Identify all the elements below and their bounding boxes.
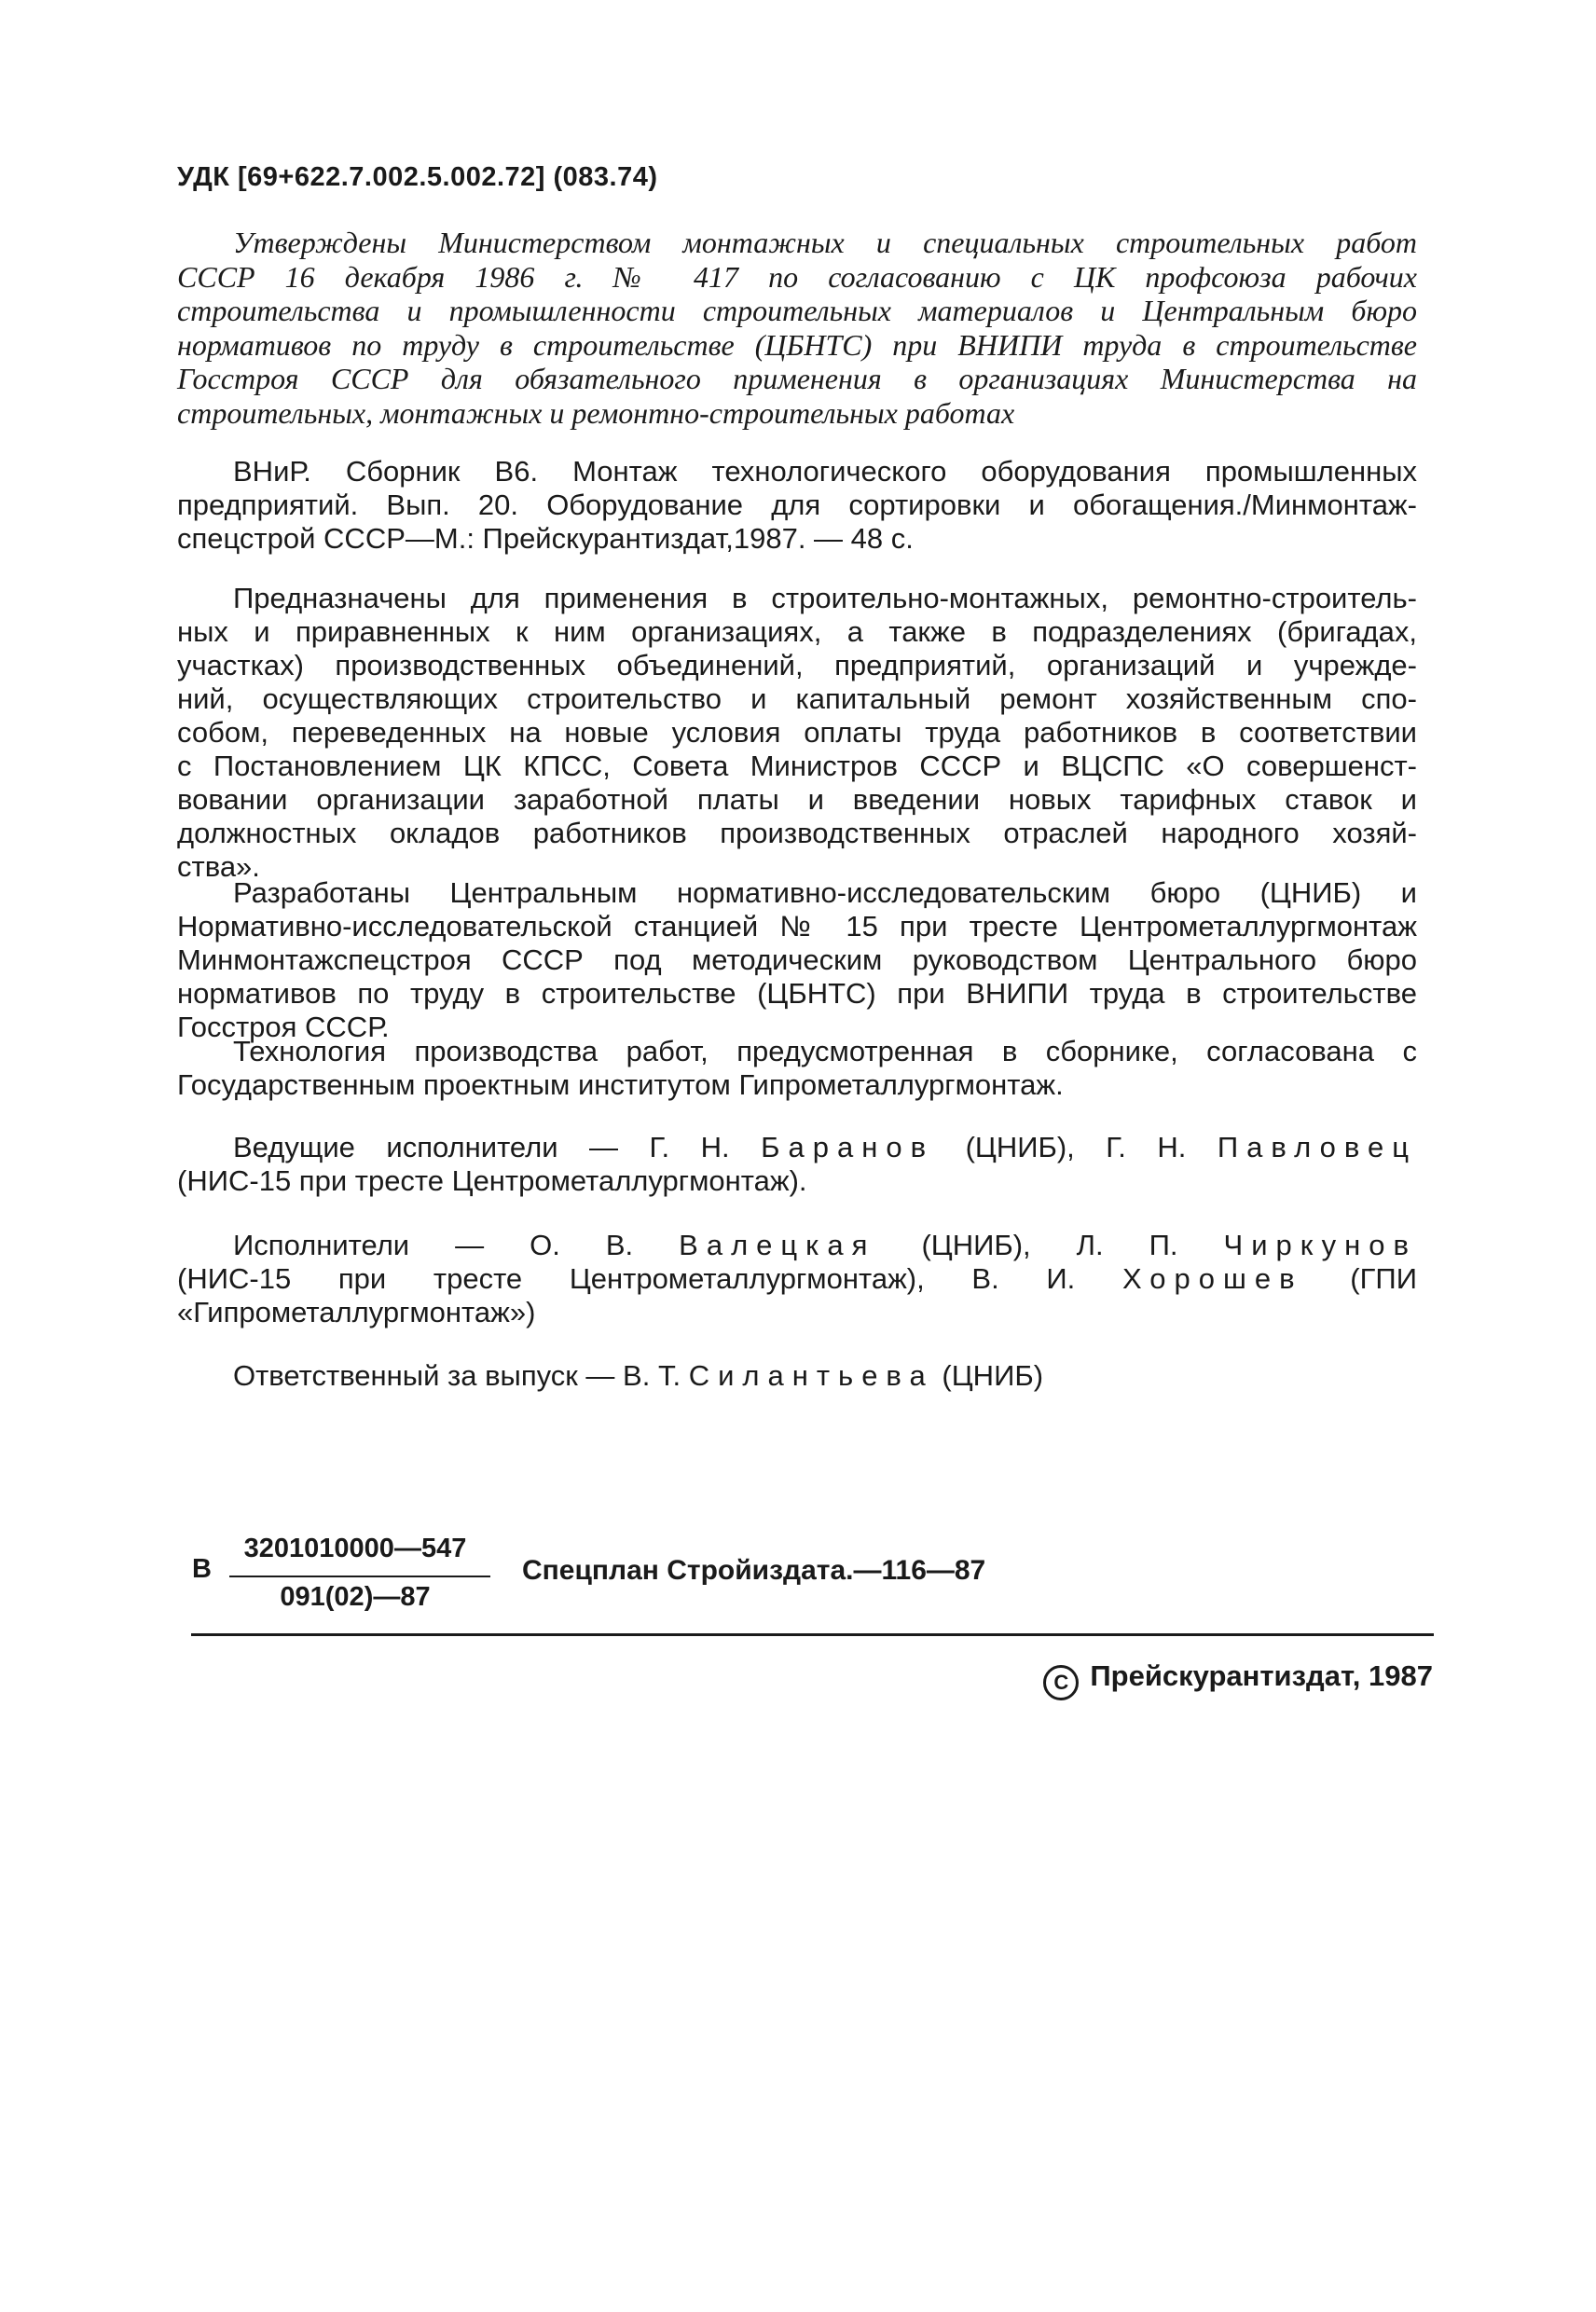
executors-line-2: [177, 1262, 1417, 1296]
developed-line: Нормативно-исследовательской станцией № 15 при тресте Центрометаллургмонтаж: [177, 910, 1417, 943]
fraction-bar: [229, 1576, 490, 1577]
copyright-text: Прейскурантиздат, 1987: [1090, 1659, 1433, 1692]
approval-line: Госстроя СССР для обязательного применения в организациях Министерства на: [177, 362, 1417, 395]
approval-statement: [177, 226, 1417, 430]
purpose-paragraph: [177, 582, 1417, 884]
executor-name-1: Валецкая: [679, 1229, 876, 1261]
responsible-prefix: Ответственный за выпуск — В. Т.: [233, 1359, 681, 1392]
purpose-line: Предназначены для применения в строительно-монтажных, ремонтно-строитель-: [233, 582, 1417, 614]
copyright-notice: [1043, 1659, 1433, 1700]
leading-name-1: Баранов: [761, 1131, 935, 1163]
purpose-line: участках) производственных объединений, предприятий, организаций и учрежде-: [177, 649, 1417, 681]
approval-line: нормативов по труду в строительстве (ЦБНТС) при ВНИПИ труда в строительстве: [177, 327, 1417, 362]
leading-name-2: Павловец: [1217, 1131, 1417, 1163]
code-numerator: 3201010000—547: [243, 1534, 467, 1563]
executor-name-2: Чиркунов: [1223, 1229, 1417, 1261]
developed-line: Минмонтажспецстроя СССР под методическим руководством Центрального бюро: [177, 943, 1417, 976]
biblio-line: ВНиР. Сборник В6. Монтаж технологического оборудования промышленных: [233, 455, 1417, 488]
leading-line-2: (НИС-15 при тресте Центрометаллургмонтаж).: [177, 1164, 807, 1197]
publisher-plan: Спецплан Стройиздата.—116—87: [522, 1555, 986, 1586]
bibliographic-record: [177, 455, 1417, 556]
biblio-line: спецстрой СССР—М.: Прейскурантиздат,1987. — 48 с.: [177, 522, 914, 555]
copyright-icon: C: [1043, 1665, 1079, 1700]
executors-prefix: Исполнители — О. В.: [233, 1229, 634, 1261]
udk-code: УДК [69+622.7.002.5.002.72] (083.74): [177, 162, 658, 192]
leading-mid: (ЦНИБ), Г. Н.: [965, 1131, 1187, 1163]
approval-line: строительства и промышленности строительных материалов и Центральным бюро: [177, 294, 1417, 327]
technology-paragraph: [177, 1035, 1417, 1102]
developed-line: нормативов по труду в строительстве (ЦБНТС) при ВНИПИ труда в строительстве: [177, 977, 1417, 1010]
code-letter: В: [192, 1554, 212, 1584]
responsible-name: Силантьева: [688, 1359, 934, 1392]
purpose-line: собом, переведенных на новые условия оплаты труда работников в соответствии: [177, 716, 1417, 749]
purpose-line: вовании организации заработной платы и введении новых тарифных ставок и: [177, 783, 1417, 816]
technology-line: Государственным проектным институтом Гипрометаллургмонтаж.: [177, 1068, 1064, 1101]
executors-line2-suffix: (ГПИ: [1350, 1262, 1417, 1295]
executors-line-1: [177, 1229, 1417, 1262]
technology-line: Технология производства работ, предусмотренная в сборнике, согласована с: [233, 1035, 1417, 1067]
approval-line: СССР 16 декабря 1986 г. № 417 по согласованию с ЦК профсоюза рабочих: [177, 259, 1417, 294]
executors-mid: (ЦНИБ), Л. П.: [921, 1229, 1178, 1261]
approval-line: Утверждены Министерством монтажных и специальных строительных работ: [233, 226, 1417, 259]
responsible-editor: [177, 1359, 1417, 1393]
developers-paragraph: [177, 876, 1417, 1044]
purpose-line: ных и приравненных к ним организациях, а также в подразделениях (бригадах,: [177, 615, 1417, 648]
biblio-line: предприятий. Вып. 20. Оборудование для сортировки и обогащения./Минмонтаж-: [177, 489, 1417, 521]
approval-line: строительных, монтажных и ремонтно-строительных работах: [177, 395, 1015, 430]
code-denominator: 091(02)—87: [280, 1582, 431, 1612]
responsible-line: [177, 1359, 1417, 1393]
footer-divider: [191, 1633, 1434, 1636]
purpose-line: ства».: [177, 850, 260, 883]
purpose-line: с Постановлением ЦК КПСС, Совета Министров СССР и ВЦСПС «О совершенст-: [177, 750, 1417, 782]
developed-line: Разработаны Центральным нормативно-исследовательским бюро (ЦНИБ) и: [233, 876, 1417, 909]
executors-line2-prefix: (НИС-15 при тресте Центрометаллургмонтаж), В. И.: [177, 1262, 1076, 1295]
leading-line-1: [177, 1131, 1417, 1164]
purpose-line: должностных окладов работников производственных отраслей народного хозяй-: [177, 817, 1417, 849]
executors-line-3: «Гипрометаллургмонтаж»): [177, 1296, 536, 1328]
executors: [177, 1229, 1417, 1329]
responsible-suffix: (ЦНИБ): [942, 1359, 1044, 1392]
purpose-line: ний, осуществляющих строительство и капитальный ремонт хозяйственным спо-: [177, 682, 1417, 715]
leading-prefix: Ведущие исполнители — Г. Н.: [233, 1131, 730, 1163]
developed-line: Госстроя СССР.: [177, 1011, 390, 1043]
leading-executors: [177, 1131, 1417, 1198]
executor-name-3: Хорошев: [1121, 1262, 1303, 1295]
